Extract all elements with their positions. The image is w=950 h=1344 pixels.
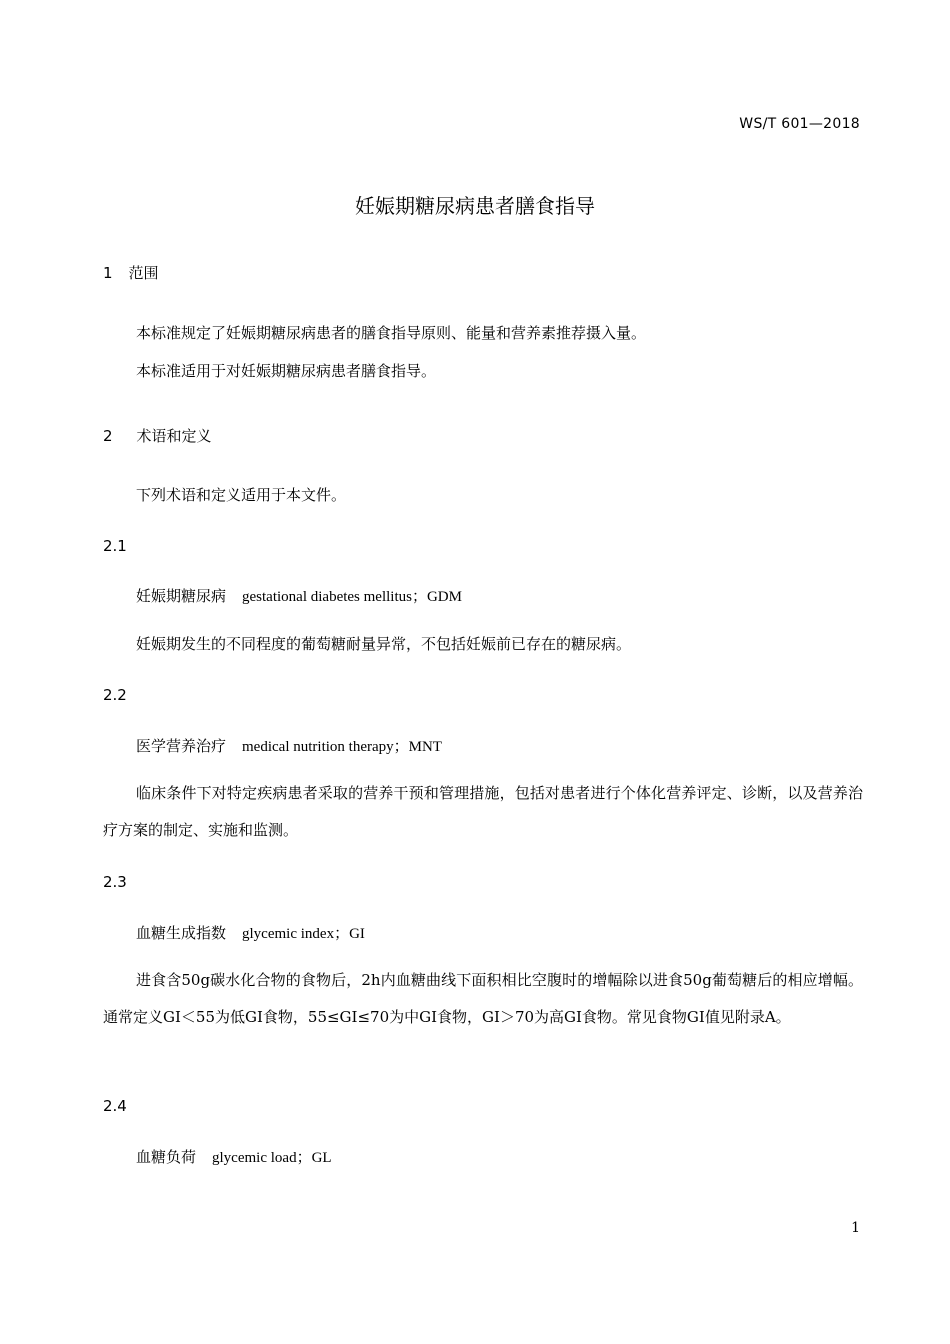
standard-code: WS/T 601—2018 [739,116,860,132]
section-2-intro: 下列术语和定义适用于本文件。 [136,486,347,504]
clause-2-3-term [136,922,365,943]
clause-2-2-term [136,735,442,756]
clause-2-1-number: 2.1 [103,537,127,555]
clause-2-4-term [136,1146,332,1167]
clause-2-4-number: 2.4 [103,1097,127,1115]
document-title: 妊娠期糖尿病患者膳食指导 [355,194,595,218]
section-number: 1 [103,264,113,282]
term-zh: 医学营养治疗 [136,737,227,755]
section-title: 术语和定义 [136,427,212,445]
clause-2-2-definition: 临床条件下对特定疾病患者采取的营养干预和管理措施，包括对患者进行个体化营养评定、诊断，以及营养治疗方案的制定、实施和监测。 [103,784,863,839]
term-zh: 妊娠期糖尿病 [136,587,227,605]
term-zh: 血糖生成指数 [136,924,227,942]
term-en: medical nutrition therapy；MNT [242,739,442,755]
section-2-heading [103,425,212,446]
section-1-heading [103,262,159,283]
clause-2-1-term [136,585,462,606]
term-en: glycemic index；GI [242,926,365,942]
section-title: 范围 [128,264,159,282]
clause-2-2-number: 2.2 [103,686,127,704]
term-zh: 血糖负荷 [136,1148,197,1166]
section-1-paragraph: 本标准适用于对妊娠期糖尿病患者膳食指导。 [136,362,437,380]
term-en: gestational diabetes mellitus；GDM [242,589,462,605]
section-1-paragraph: 本标准规定了妊娠期糖尿病患者的膳食指导原则、能量和营养素推荐摄入量。 [136,324,647,342]
clause-2-3-number: 2.3 [103,873,127,891]
term-en: glycemic load；GL [212,1150,332,1166]
page-number: 1 [851,1220,860,1236]
clause-2-1-definition: 妊娠期发生的不同程度的葡萄糖耐量异常，不包括妊娠前已存在的糖尿病。 [136,635,632,653]
clause-2-3-definition: 进食含50g碳水化合物的食物后，2h内血糖曲线下面积相比空腹时的增幅除以进食50g葡萄糖后的相应增幅。通常定义GI＜55为低GI食物，55≤GI≤70为中GI食物，GI＞70为高GI食物。常见食物GI值见附录A。 [103,971,863,1026]
section-number: 2 [103,427,113,445]
